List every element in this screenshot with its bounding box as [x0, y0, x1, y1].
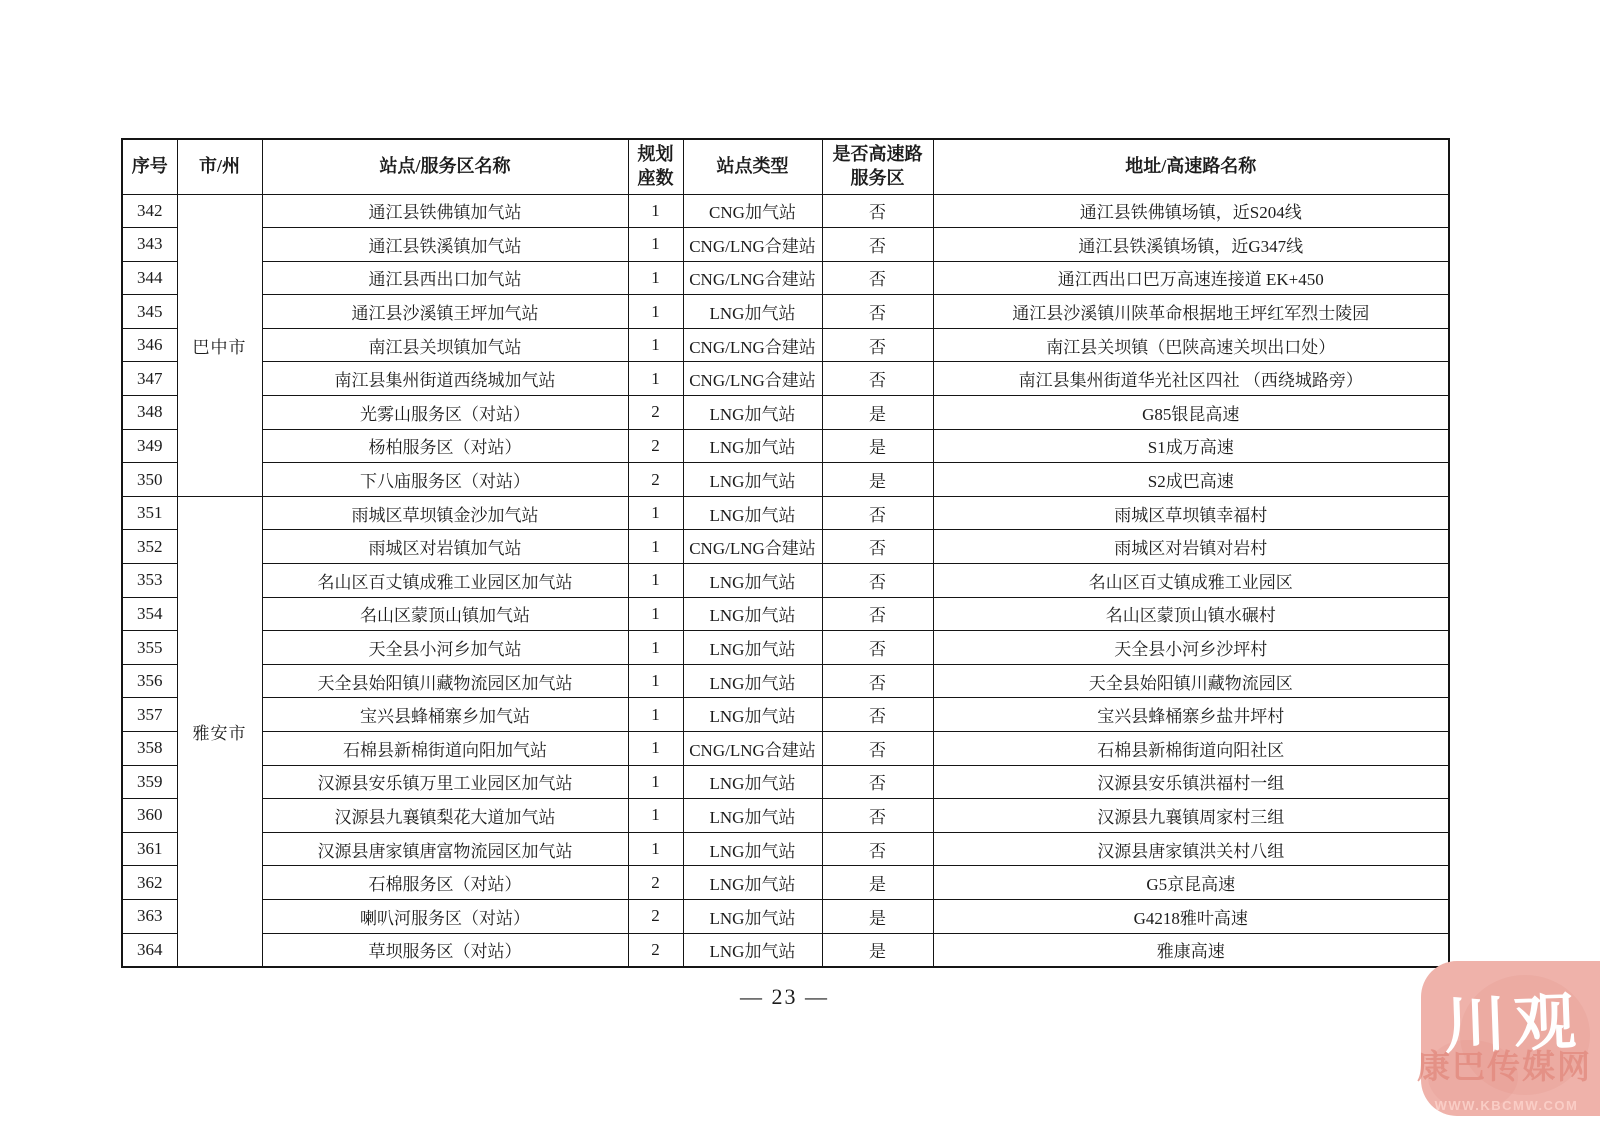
cell-address: G85银昆高速: [933, 396, 1449, 430]
cell-address: 石棉县新棉街道向阳社区: [933, 732, 1449, 766]
cell-station-name: 汉源县唐家镇唐富物流园区加气站: [262, 832, 628, 866]
col-header-address: 地址/高速路名称: [933, 139, 1449, 194]
cell-station-name: 雨城区对岩镇加气站: [262, 530, 628, 564]
cell-planned-count: 1: [628, 832, 683, 866]
cell-station-name: 石棉服务区（对站）: [262, 866, 628, 900]
cell-planned-count: 1: [628, 261, 683, 295]
cell-station-name: 草坝服务区（对站）: [262, 933, 628, 967]
cell-station-name: 下八庙服务区（对站）: [262, 463, 628, 497]
cell-highway-flag: 是: [822, 396, 933, 430]
cell-station-name: 石棉县新棉街道向阳加气站: [262, 732, 628, 766]
cell-station-name: 喇叭河服务区（对站）: [262, 899, 628, 933]
cell-station-type: CNG/LNG合建站: [683, 228, 822, 262]
table-row: [122, 530, 1449, 564]
cell-station-type: LNG加气站: [683, 597, 822, 631]
cell-station-type: CNG/LNG合建站: [683, 328, 822, 362]
cell-highway-flag: 否: [822, 664, 933, 698]
cell-highway-flag: 是: [822, 463, 933, 497]
cell-station-type: LNG加气站: [683, 765, 822, 799]
cell-serial-number: 360: [122, 799, 177, 833]
cell-address: 汉源县唐家镇洪关村八组: [933, 832, 1449, 866]
cell-station-type: LNG加气站: [683, 295, 822, 329]
cell-station-type: LNG加气站: [683, 799, 822, 833]
cell-planned-count: 2: [628, 933, 683, 967]
cell-station-name: 汉源县安乐镇万里工业园区加气站: [262, 765, 628, 799]
col-header-serial-number: 序号: [122, 139, 177, 194]
cell-station-name: 南江县集州街道西绕城加气站: [262, 362, 628, 396]
cell-highway-flag: 否: [822, 228, 933, 262]
cell-address: 宝兴县蜂桶寨乡盐井坪村: [933, 698, 1449, 732]
cell-address: G5京昆高速: [933, 866, 1449, 900]
table-row: [122, 832, 1449, 866]
cell-station-name: 宝兴县蜂桶寨乡加气站: [262, 698, 628, 732]
table-row: [122, 228, 1449, 262]
cell-serial-number: 344: [122, 261, 177, 295]
cell-address: 通江县沙溪镇川陕革命根据地王坪红军烈士陵园: [933, 295, 1449, 329]
table-body: [122, 194, 1449, 967]
col-header-planned-count: 规划座数: [628, 139, 683, 194]
cell-station-type: CNG/LNG合建站: [683, 732, 822, 766]
cell-highway-flag: 否: [822, 765, 933, 799]
cell-station-name: 通江县西出口加气站: [262, 261, 628, 295]
cell-station-name: 杨柏服务区（对站）: [262, 429, 628, 463]
cell-address: 名山区蒙顶山镇水碾村: [933, 597, 1449, 631]
cell-station-name: 光雾山服务区（对站）: [262, 396, 628, 430]
table-row: [122, 698, 1449, 732]
cell-station-name: 通江县铁溪镇加气站: [262, 228, 628, 262]
cell-planned-count: 1: [628, 194, 683, 228]
cell-address: 汉源县九襄镇周家村三组: [933, 799, 1449, 833]
cell-highway-flag: 否: [822, 194, 933, 228]
cell-highway-flag: 是: [822, 866, 933, 900]
cell-station-name: 南江县关坝镇加气站: [262, 328, 628, 362]
table-row: [122, 866, 1449, 900]
cell-highway-flag: 否: [822, 799, 933, 833]
cell-serial-number: 347: [122, 362, 177, 396]
cell-address: 雅康高速: [933, 933, 1449, 967]
cell-highway-flag: 否: [822, 295, 933, 329]
cell-station-type: CNG/LNG合建站: [683, 261, 822, 295]
watermark-site-url: WWW.KBCMW.COM: [1434, 1098, 1579, 1113]
table-row: [122, 732, 1449, 766]
cell-station-type: LNG加气站: [683, 899, 822, 933]
cell-station-name: 通江县铁佛镇加气站: [262, 194, 628, 228]
cell-highway-flag: 是: [822, 933, 933, 967]
cell-serial-number: 345: [122, 295, 177, 329]
table-row: [122, 328, 1449, 362]
cell-highway-flag: 是: [822, 899, 933, 933]
cell-address: 通江县铁溪镇场镇，近G347线: [933, 228, 1449, 262]
cell-station-type: LNG加气站: [683, 698, 822, 732]
table-row: [122, 295, 1449, 329]
cell-city: 巴中市: [177, 194, 262, 496]
table-row: [122, 765, 1449, 799]
cell-serial-number: 343: [122, 228, 177, 262]
table-row: [122, 496, 1449, 530]
cell-planned-count: 2: [628, 463, 683, 497]
cell-highway-flag: 否: [822, 564, 933, 598]
cell-planned-count: 1: [628, 564, 683, 598]
cell-highway-flag: 否: [822, 261, 933, 295]
cell-serial-number: 358: [122, 732, 177, 766]
cell-station-name: 天全县始阳镇川藏物流园区加气站: [262, 664, 628, 698]
cell-station-type: LNG加气站: [683, 631, 822, 665]
cell-address: G4218雅叶高速: [933, 899, 1449, 933]
table-row: [122, 261, 1449, 295]
cell-planned-count: 1: [628, 496, 683, 530]
cell-serial-number: 357: [122, 698, 177, 732]
cell-address: 通江西出口巴万高速连接道 EK+450: [933, 261, 1449, 295]
cell-address: 通江县铁佛镇场镇，近S204线: [933, 194, 1449, 228]
table-row: [122, 799, 1449, 833]
cell-planned-count: 1: [628, 799, 683, 833]
cell-planned-count: 2: [628, 396, 683, 430]
cell-serial-number: 362: [122, 866, 177, 900]
cell-planned-count: 1: [628, 664, 683, 698]
cell-address: 天全县始阳镇川藏物流园区: [933, 664, 1449, 698]
header-row: [122, 139, 1449, 194]
cell-station-type: CNG加气站: [683, 194, 822, 228]
cell-serial-number: 356: [122, 664, 177, 698]
cell-planned-count: 1: [628, 698, 683, 732]
page-number: — 23 —: [740, 984, 829, 1009]
cell-station-name: 雨城区草坝镇金沙加气站: [262, 496, 628, 530]
table-row: [122, 597, 1449, 631]
cell-address: 雨城区对岩镇对岩村: [933, 530, 1449, 564]
cell-address: 汉源县安乐镇洪福村一组: [933, 765, 1449, 799]
col-header-city: 市/州: [177, 139, 262, 194]
cell-station-name: 名山区百丈镇成雅工业园区加气站: [262, 564, 628, 598]
watermark-logo-text: 川观: [1442, 988, 1586, 1062]
cell-address: S2成巴高速: [933, 463, 1449, 497]
cell-planned-count: 1: [628, 765, 683, 799]
cell-serial-number: 342: [122, 194, 177, 228]
cell-serial-number: 351: [122, 496, 177, 530]
gas-station-table: [121, 138, 1450, 968]
cell-highway-flag: 否: [822, 597, 933, 631]
cell-planned-count: 1: [628, 597, 683, 631]
cell-serial-number: 355: [122, 631, 177, 665]
cell-station-name: 名山区蒙顶山镇加气站: [262, 597, 628, 631]
table-row: [122, 664, 1449, 698]
cell-highway-flag: 否: [822, 530, 933, 564]
cell-planned-count: 1: [628, 732, 683, 766]
cell-highway-flag: 否: [822, 832, 933, 866]
cell-planned-count: 1: [628, 362, 683, 396]
table-row: [122, 564, 1449, 598]
table-row: [122, 362, 1449, 396]
cell-serial-number: 364: [122, 933, 177, 967]
cell-station-name: 汉源县九襄镇梨花大道加气站: [262, 799, 628, 833]
cell-station-name: 通江县沙溪镇王坪加气站: [262, 295, 628, 329]
col-header-station-name: 站点/服务区名称: [262, 139, 628, 194]
cell-highway-flag: 否: [822, 698, 933, 732]
cell-serial-number: 353: [122, 564, 177, 598]
cell-station-name: 天全县小河乡加气站: [262, 631, 628, 665]
cell-serial-number: 361: [122, 832, 177, 866]
cell-address: 南江县集州街道华光社区四社 （西绕城路旁）: [933, 362, 1449, 396]
cell-city: 雅安市: [177, 496, 262, 966]
cell-planned-count: 1: [628, 295, 683, 329]
table-row: [122, 396, 1449, 430]
table-row: [122, 463, 1449, 497]
cell-serial-number: 346: [122, 328, 177, 362]
col-header-highway-flag: 是否高速路服务区: [822, 139, 933, 194]
cell-serial-number: 348: [122, 396, 177, 430]
cell-highway-flag: 是: [822, 429, 933, 463]
cell-address: 名山区百丈镇成雅工业园区: [933, 564, 1449, 598]
watermark-site-name: 康巴传媒网: [1417, 1050, 1592, 1086]
cell-planned-count: 2: [628, 866, 683, 900]
table-row: [122, 899, 1449, 933]
cell-serial-number: 352: [122, 530, 177, 564]
cell-address: 雨城区草坝镇幸福村: [933, 496, 1449, 530]
cell-serial-number: 349: [122, 429, 177, 463]
table-header: [122, 139, 1449, 194]
cell-address: S1成万高速: [933, 429, 1449, 463]
cell-station-type: LNG加气站: [683, 933, 822, 967]
cell-address: 天全县小河乡沙坪村: [933, 631, 1449, 665]
cell-station-type: LNG加气站: [683, 564, 822, 598]
cell-serial-number: 363: [122, 899, 177, 933]
cell-highway-flag: 否: [822, 496, 933, 530]
cell-station-type: CNG/LNG合建站: [683, 362, 822, 396]
col-header-station-type: 站点类型: [683, 139, 822, 194]
cell-planned-count: 2: [628, 429, 683, 463]
cell-station-type: LNG加气站: [683, 463, 822, 497]
cell-highway-flag: 否: [822, 732, 933, 766]
table-row: [122, 429, 1449, 463]
cell-station-type: LNG加气站: [683, 396, 822, 430]
cell-planned-count: 1: [628, 631, 683, 665]
cell-serial-number: 359: [122, 765, 177, 799]
table-row: [122, 631, 1449, 665]
cell-serial-number: 354: [122, 597, 177, 631]
cell-station-type: LNG加气站: [683, 664, 822, 698]
cell-planned-count: 1: [628, 328, 683, 362]
cell-planned-count: 1: [628, 228, 683, 262]
cell-station-type: LNG加气站: [683, 866, 822, 900]
cell-station-type: LNG加气站: [683, 832, 822, 866]
cell-serial-number: 350: [122, 463, 177, 497]
table-row: [122, 933, 1449, 967]
cell-planned-count: 2: [628, 899, 683, 933]
cell-highway-flag: 否: [822, 328, 933, 362]
cell-highway-flag: 否: [822, 362, 933, 396]
cell-highway-flag: 否: [822, 631, 933, 665]
cell-station-type: LNG加气站: [683, 429, 822, 463]
cell-station-type: LNG加气站: [683, 496, 822, 530]
cell-planned-count: 1: [628, 530, 683, 564]
cell-address: 南江县关坝镇（巴陕高速关坝出口处）: [933, 328, 1449, 362]
table-row: [122, 194, 1449, 228]
cell-station-type: CNG/LNG合建站: [683, 530, 822, 564]
